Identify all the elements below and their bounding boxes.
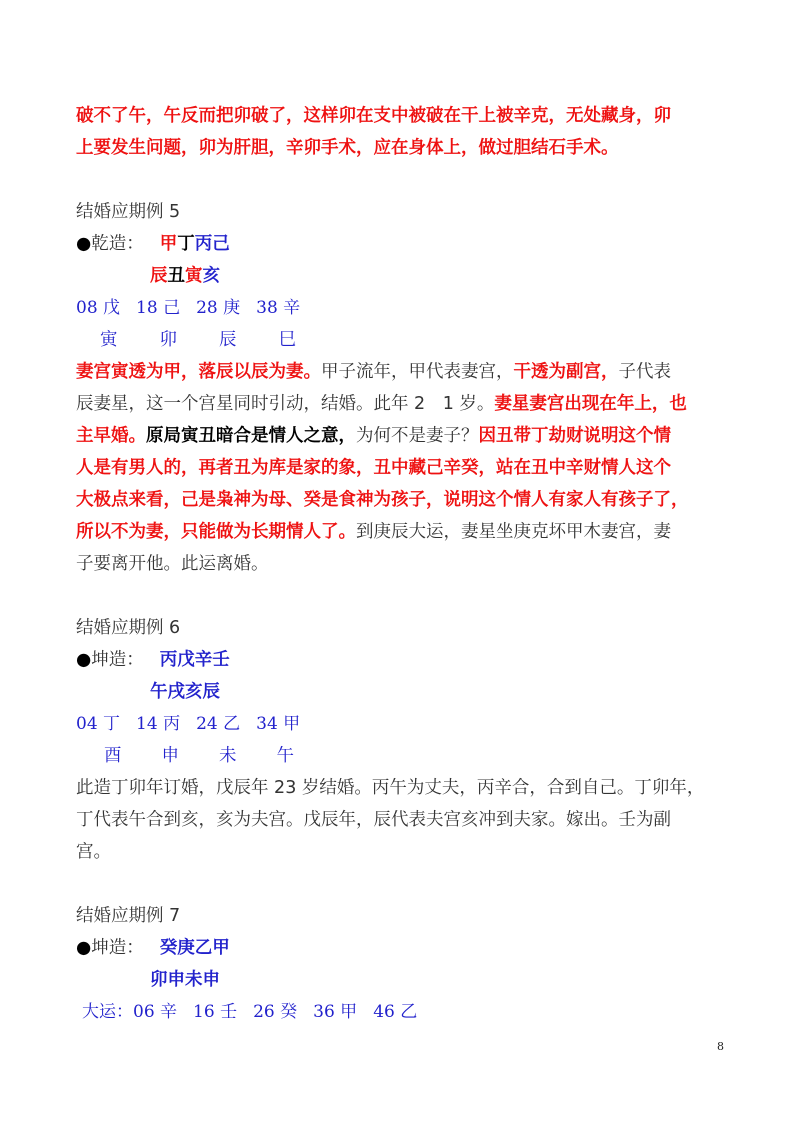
case6-luck-branches	[104, 744, 294, 768]
case5-stem-1: 甲	[159, 234, 178, 254]
case6-para-line-1: 此造丁卯年订婚，戊辰年 23 岁结婚。丙午为丈夫，丙辛合，合到自己。丁卯年，	[76, 778, 705, 798]
case6-luck-row	[76, 712, 300, 736]
bullet-icon: ●	[76, 650, 92, 670]
intro-line-2: 上要发生问题，卯为肝胆，辛卯手术，应在身体上，做过胆结石手术。	[76, 138, 619, 158]
luck-branch: 酉	[104, 746, 122, 766]
luck-pillar: 18 己	[136, 298, 181, 318]
luck-branch: 巳	[278, 330, 296, 350]
luck-branch: 午	[276, 746, 294, 766]
case7-label: 坤造：	[91, 938, 144, 958]
luck-pillar: 04 丁	[76, 714, 121, 734]
luck-branch: 未	[219, 746, 237, 766]
case6-para-line-3: 宫。	[76, 842, 111, 862]
bullet-icon: ●	[76, 234, 92, 254]
page-number: 8	[717, 1040, 724, 1053]
luck-pillar: 24 乙	[196, 714, 241, 734]
intro-line-1: 破不了午，午反而把卯破了，这样卯在支中被破在干上被辛克，无处藏身，卯	[76, 106, 671, 126]
case7-stems: 癸庚乙甲	[159, 938, 230, 958]
luck-pillar: 14 丙	[136, 714, 181, 734]
luck-branch: 卯	[159, 330, 177, 350]
case5-chart-stems	[76, 232, 230, 256]
luck-branch: 寅	[100, 330, 118, 350]
luck-pillar: 06 辛	[133, 1002, 178, 1022]
case7-luck-label: 大运：	[82, 1002, 133, 1022]
case5-para-line-7: 子要离开他。此运离婚。	[76, 554, 269, 574]
case6-chart-stems	[76, 648, 230, 672]
case7-title: 结婚应期例 7	[76, 906, 181, 926]
luck-pillar: 46 乙	[373, 1002, 418, 1022]
case5-para-line-6: 所以不为妻，只能做为长期情人了。到庚辰大运，妻星坐庚克坏甲木妻宫，妻	[76, 522, 671, 542]
case5-para-line-5: 大极点来看，己是枭神为母、癸是食神为孩子，说明这个情人有家人有孩子了，	[76, 490, 689, 510]
case7-luck-row	[82, 1000, 417, 1024]
luck-pillar: 28 庚	[196, 298, 241, 318]
case6-para-line-2: 丁代表午合到亥，亥为夫宫。戊辰年，辰代表夫宫亥冲到夫家。嫁出。壬为副	[76, 810, 671, 830]
case5-chart-branches	[150, 264, 220, 288]
luck-pillar: 16 壬	[193, 1002, 238, 1022]
case5-para-line-1: 妻宫寅透为甲，落辰以辰为妻。甲子流年，甲代表妻宫，干透为副宫，子代表	[76, 362, 671, 382]
case5-luck-branches	[100, 328, 296, 352]
case5-para-line-3: 主早婚。原局寅丑暗合是情人之意，为何不是妻子？因丑带丁劫财说明这个情	[76, 426, 671, 446]
case7-chart-branches: 卯申未申	[150, 970, 220, 990]
case5-stem-34: 丙己	[194, 234, 230, 254]
case6-chart-branches: 午戌亥辰	[150, 682, 220, 702]
case7-chart-stems	[76, 936, 230, 960]
case5-para-line-4: 人是有男人的，再者丑为库是家的象，丑中藏己辛癸，站在丑中辛财情人这个	[76, 458, 671, 478]
luck-branch: 申	[161, 746, 179, 766]
case6-title: 结婚应期例 6	[76, 618, 181, 638]
case5-branch-2: 丑	[167, 266, 185, 286]
luck-pillar: 08 戊	[76, 298, 121, 318]
luck-pillar: 38 辛	[256, 298, 301, 318]
bullet-icon: ●	[76, 938, 92, 958]
case5-luck-row	[76, 296, 300, 320]
case5-stem-2: 丁	[177, 234, 195, 254]
case6-label: 坤造：	[91, 650, 144, 670]
luck-pillar: 34 甲	[256, 714, 301, 734]
case5-branch-3: 寅	[185, 266, 203, 286]
luck-pillar: 36 甲	[313, 1002, 358, 1022]
luck-pillar: 26 癸	[253, 1002, 298, 1022]
case5-branch-4: 亥	[202, 266, 220, 286]
luck-branch: 辰	[219, 330, 237, 350]
case5-branch-1: 辰	[150, 266, 168, 286]
case5-title: 结婚应期例 5	[76, 202, 181, 222]
case5-label: 乾造：	[91, 234, 144, 254]
case5-para-line-2: 辰妻星，这一个宫星同时引动，结婚。此年 2 1 岁。妻星妻宫出现在年上，也	[76, 394, 687, 414]
case6-stems: 丙戊辛壬	[159, 650, 230, 670]
